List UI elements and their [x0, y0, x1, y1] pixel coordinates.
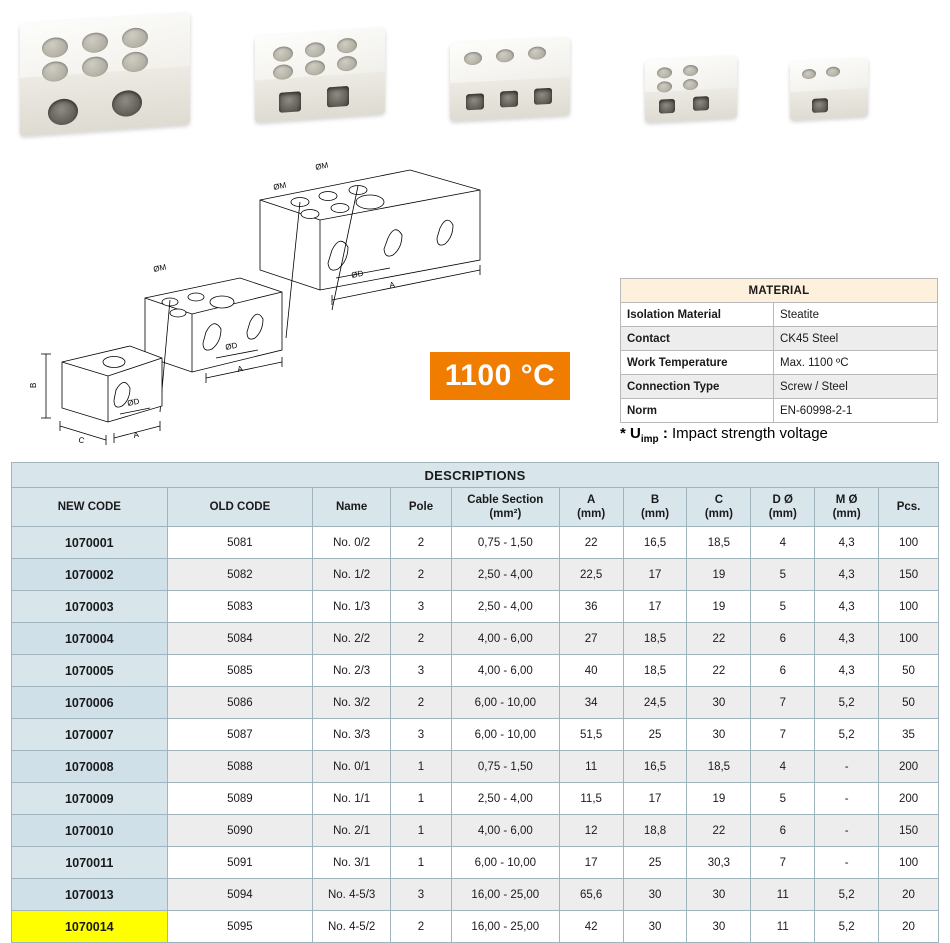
cell-old-code: 5095: [167, 911, 313, 943]
cell-name: No. 2/3: [313, 655, 391, 687]
column-header-c-line2: (mm): [704, 508, 733, 520]
descriptions-title: DESCRIPTIONS: [12, 463, 939, 488]
cell-pcs: 200: [879, 751, 939, 783]
cell-m-diameter: 5,2: [815, 719, 879, 751]
cell-c: 19: [687, 783, 751, 815]
column-header-m-diameter-line1: M Ø: [835, 493, 858, 506]
cell-d-diameter: 5: [751, 591, 815, 623]
drawings-svg: [10, 150, 580, 450]
cell-b: 30: [623, 879, 687, 911]
cell-name: No. 1/2: [313, 559, 391, 591]
cell-b: 17: [623, 783, 687, 815]
cell-new-code: 1070008: [12, 751, 168, 783]
cell-d-diameter: 4: [751, 527, 815, 559]
cell-d-diameter: 6: [751, 815, 815, 847]
cell-c: 22: [687, 623, 751, 655]
cell-pole: 2: [391, 623, 452, 655]
table-row: [12, 911, 939, 943]
cell-pole: 3: [391, 655, 452, 687]
cell-a: 12: [559, 815, 623, 847]
table-row: [12, 591, 939, 623]
cell-c: 19: [687, 591, 751, 623]
column-header-old-code-line1: OLD CODE: [209, 500, 271, 513]
material-value-connection-type: Screw / Steel: [774, 375, 938, 399]
column-header-m-diameter: [815, 488, 879, 527]
product-photo-3-hole: [496, 49, 514, 63]
product-photo-strip: [0, 0, 950, 150]
product-photo-2-hole: [305, 60, 325, 76]
product-photo-1-hole: [82, 32, 108, 54]
cell-pole: 3: [391, 591, 452, 623]
cell-pole: 2: [391, 911, 452, 943]
product-photo-3-cable-slot: [534, 88, 552, 105]
cell-cable-section: 4,00 - 6,00: [451, 815, 559, 847]
uimp-subscript: imp: [640, 434, 659, 445]
product-photo-2-hole: [273, 46, 293, 62]
cell-a: 51,5: [559, 719, 623, 751]
material-table-row: [621, 327, 938, 351]
cell-a: 27: [559, 623, 623, 655]
column-header-pole: [391, 488, 452, 527]
cell-d-diameter: 5: [751, 559, 815, 591]
cell-pole: 1: [391, 847, 452, 879]
cell-pcs: 50: [879, 655, 939, 687]
product-photo-4-cable-slot: [659, 99, 675, 114]
column-header-m-diameter-line2: (mm): [832, 508, 861, 520]
cell-pcs: 100: [879, 847, 939, 879]
product-photo-3-hole: [528, 46, 546, 60]
product-photo-2: [255, 27, 385, 122]
cell-m-diameter: 4,3: [815, 559, 879, 591]
cell-name: No. 3/2: [313, 687, 391, 719]
product-photo-5-face: [790, 88, 868, 120]
product-photo-4-cable-slot: [693, 96, 709, 111]
cell-pcs: 150: [879, 815, 939, 847]
cell-pole: 1: [391, 783, 452, 815]
cell-old-code: 5083: [167, 591, 313, 623]
cell-new-code: 1070005: [12, 655, 168, 687]
cell-pole: 3: [391, 879, 452, 911]
uimp-symbol: U: [630, 425, 641, 442]
cell-name: No. 0/1: [313, 751, 391, 783]
material-table-row: [621, 375, 938, 399]
material-value-norm: EN-60998-2-1: [774, 399, 938, 423]
cell-pole: 2: [391, 687, 452, 719]
cell-pcs: 100: [879, 623, 939, 655]
material-value-work-temperature: Max. 1100 ºC: [774, 351, 938, 375]
product-photo-2-cable-slot: [279, 91, 301, 113]
material-table-row: [621, 351, 938, 375]
column-header-new-code-line1: NEW CODE: [57, 500, 121, 513]
drawing-1-pole: [41, 346, 162, 445]
cell-cable-section: 2,50 - 4,00: [451, 783, 559, 815]
drawing-label-dm: ØM: [314, 160, 330, 172]
cell-m-diameter: 5,2: [815, 879, 879, 911]
cell-b: 17: [623, 591, 687, 623]
descriptions-title-row: [12, 463, 939, 488]
cell-pcs: 150: [879, 559, 939, 591]
cell-a: 42: [559, 911, 623, 943]
cell-name: No. 3/1: [313, 847, 391, 879]
cell-b: 25: [623, 719, 687, 751]
cell-d-diameter: 7: [751, 687, 815, 719]
cell-d-diameter: 6: [751, 655, 815, 687]
cell-m-diameter: 4,3: [815, 591, 879, 623]
product-photo-3: [450, 37, 570, 121]
cell-old-code: 5094: [167, 879, 313, 911]
cell-c: 22: [687, 655, 751, 687]
cell-name: No. 2/1: [313, 815, 391, 847]
cell-a: 22: [559, 527, 623, 559]
cell-pcs: 100: [879, 527, 939, 559]
column-header-new-code: [12, 488, 168, 527]
uimp-text: Impact strength voltage: [671, 425, 828, 442]
cell-cable-section: 16,00 - 25,00: [451, 879, 559, 911]
table-row: [12, 719, 939, 751]
column-header-pole-line1: Pole: [408, 500, 434, 513]
drawing-3-pole: [260, 170, 480, 338]
product-photo-3-cable-slot: [466, 93, 484, 110]
cell-c: 30: [687, 719, 751, 751]
column-header-d-diameter-line2: (mm): [768, 508, 797, 520]
cell-name: No. 1/3: [313, 591, 391, 623]
material-table-row: [621, 303, 938, 327]
cell-m-diameter: -: [815, 783, 879, 815]
cell-new-code: 1070007: [12, 719, 168, 751]
cell-pole: 1: [391, 751, 452, 783]
cell-b: 25: [623, 847, 687, 879]
product-photo-2-hole: [337, 37, 357, 53]
table-row: [12, 751, 939, 783]
column-header-d-diameter-line1: D Ø: [772, 493, 793, 506]
product-photo-3-cable-slot: [500, 91, 518, 108]
product-photo-2-cable-slot: [327, 86, 349, 108]
cell-m-diameter: 5,2: [815, 687, 879, 719]
table-row: [12, 687, 939, 719]
column-header-a-line2: (mm): [577, 508, 606, 520]
cell-d-diameter: 4: [751, 751, 815, 783]
table-row: [12, 527, 939, 559]
column-header-c: [687, 488, 751, 527]
column-header-cable-section-line2: (mm²): [489, 508, 522, 520]
cell-old-code: 5082: [167, 559, 313, 591]
cell-b: 18,8: [623, 815, 687, 847]
drawing-label-a: A: [388, 280, 396, 290]
cell-m-diameter: -: [815, 751, 879, 783]
column-header-b-line2: (mm): [640, 508, 670, 520]
product-photo-2-face: [255, 71, 385, 122]
product-photo-1-hole: [42, 37, 68, 59]
cell-c: 18,5: [687, 527, 751, 559]
drawing-label-c: C: [77, 435, 86, 446]
cell-pcs: 35: [879, 719, 939, 751]
product-photo-4: [645, 56, 737, 123]
cell-a: 22,5: [559, 559, 623, 591]
cell-m-diameter: 5,2: [815, 911, 879, 943]
drawing-label-dd: ØD: [224, 340, 239, 352]
cell-cable-section: 4,00 - 6,00: [451, 623, 559, 655]
cell-name: No. 4-5/2: [313, 911, 391, 943]
material-table-title: MATERIAL: [621, 279, 938, 303]
column-header-c-line1: C: [714, 493, 724, 506]
cell-m-diameter: 4,3: [815, 655, 879, 687]
cell-d-diameter: 11: [751, 911, 815, 943]
cell-cable-section: 6,00 - 10,00: [451, 719, 559, 751]
material-key-work-temperature: Work Temperature: [621, 351, 774, 375]
cell-b: 17: [623, 559, 687, 591]
cell-b: 24,5: [623, 687, 687, 719]
product-photo-5-cable-slot: [812, 98, 828, 113]
product-photo-4-hole: [657, 67, 672, 79]
cell-new-code: 1070004: [12, 623, 168, 655]
product-photo-2-hole: [337, 55, 357, 71]
cell-b: 18,5: [623, 655, 687, 687]
cell-a: 40: [559, 655, 623, 687]
product-photo-5-hole: [802, 69, 816, 80]
cell-a: 36: [559, 591, 623, 623]
cell-d-diameter: 6: [751, 623, 815, 655]
cell-b: 16,5: [623, 527, 687, 559]
cell-a: 34: [559, 687, 623, 719]
cell-c: 30: [687, 879, 751, 911]
descriptions-header-row: [12, 488, 939, 527]
cell-b: 18,5: [623, 623, 687, 655]
uimp-star: *: [620, 425, 626, 442]
product-photo-5: [790, 58, 868, 120]
cell-pcs: 200: [879, 783, 939, 815]
cell-pole: 2: [391, 527, 452, 559]
cell-b: 30: [623, 911, 687, 943]
cell-d-diameter: 5: [751, 783, 815, 815]
cell-new-code: 1070009: [12, 783, 168, 815]
cell-c: 22: [687, 815, 751, 847]
drawing-label-dm: ØM: [152, 262, 168, 274]
cell-cable-section: 16,00 - 25,00: [451, 911, 559, 943]
column-header-a-line1: A: [586, 493, 596, 506]
drawing-label-dd: ØD: [126, 396, 141, 408]
cell-old-code: 5087: [167, 719, 313, 751]
cell-m-diameter: 4,3: [815, 623, 879, 655]
uimp-colon: :: [662, 425, 668, 442]
cell-cable-section: 6,00 - 10,00: [451, 687, 559, 719]
cell-pcs: 20: [879, 879, 939, 911]
table-row: [12, 783, 939, 815]
column-header-a: [559, 488, 623, 527]
cell-c: 19: [687, 559, 751, 591]
cell-m-diameter: -: [815, 847, 879, 879]
cell-new-code: 1070011: [12, 847, 168, 879]
cell-old-code: 5086: [167, 687, 313, 719]
cell-cable-section: 0,75 - 1,50: [451, 527, 559, 559]
cell-pole: 1: [391, 815, 452, 847]
drawing-label-a: A: [236, 364, 244, 374]
product-photo-1-hole: [122, 27, 148, 49]
product-photo-2-hole: [305, 42, 325, 58]
product-photo-5-hole: [826, 66, 840, 77]
cell-new-code: 1070006: [12, 687, 168, 719]
cell-old-code: 5088: [167, 751, 313, 783]
drawing-label-dm: ØM: [272, 180, 288, 192]
cell-c: 18,5: [687, 751, 751, 783]
cell-c: 30,3: [687, 847, 751, 879]
cell-new-code: 1070001: [12, 527, 168, 559]
temperature-badge: 1100 °C: [430, 352, 570, 400]
table-row: [12, 655, 939, 687]
cell-pole: 2: [391, 559, 452, 591]
cell-cable-section: 4,00 - 6,00: [451, 655, 559, 687]
cell-old-code: 5085: [167, 655, 313, 687]
cell-new-code: 1070013: [12, 879, 168, 911]
column-header-name: [313, 488, 391, 527]
cell-a: 17: [559, 847, 623, 879]
cell-old-code: 5084: [167, 623, 313, 655]
cell-pcs: 20: [879, 911, 939, 943]
cell-pole: 3: [391, 719, 452, 751]
table-row: [12, 879, 939, 911]
cell-c: 30: [687, 687, 751, 719]
cell-m-diameter: -: [815, 815, 879, 847]
material-table: [620, 278, 938, 423]
cell-old-code: 5091: [167, 847, 313, 879]
cell-name: No. 3/3: [313, 719, 391, 751]
cell-a: 11: [559, 751, 623, 783]
material-value-contact: CK45 Steel: [774, 327, 938, 351]
cell-d-diameter: 7: [751, 847, 815, 879]
material-table-header-row: [621, 279, 938, 303]
cell-cable-section: 2,50 - 4,00: [451, 559, 559, 591]
cell-c: 30: [687, 911, 751, 943]
material-value-isolation: Steatite: [774, 303, 938, 327]
drawing-label-dd: ØD: [350, 268, 365, 280]
drawing-2-pole: [145, 278, 282, 412]
cell-new-code: 1070002: [12, 559, 168, 591]
cell-cable-section: 0,75 - 1,50: [451, 751, 559, 783]
product-photo-4-hole: [683, 65, 698, 77]
cell-cable-section: 6,00 - 10,00: [451, 847, 559, 879]
column-header-b-line1: B: [650, 493, 660, 506]
table-row: [12, 623, 939, 655]
drawing-label-a: A: [132, 430, 140, 440]
column-header-cable-section-line1: Cable Section: [467, 493, 544, 506]
cell-cable-section: 2,50 - 4,00: [451, 591, 559, 623]
cell-new-code: 1070010: [12, 815, 168, 847]
material-table-row: [621, 399, 938, 423]
product-photo-4-hole: [683, 79, 698, 91]
product-photo-3-hole: [464, 51, 482, 65]
table-row: [12, 559, 939, 591]
cell-a: 65,6: [559, 879, 623, 911]
cell-m-diameter: 4,3: [815, 527, 879, 559]
cell-pcs: 100: [879, 591, 939, 623]
cell-b: 16,5: [623, 751, 687, 783]
cell-name: No. 4-5/3: [313, 879, 391, 911]
column-header-b: [623, 488, 687, 527]
column-header-d-diameter: [751, 488, 815, 527]
cell-a: 11,5: [559, 783, 623, 815]
column-header-pcs-line1: Pcs.: [896, 500, 921, 513]
cell-pcs: 50: [879, 687, 939, 719]
cell-old-code: 5089: [167, 783, 313, 815]
material-key-connection-type: Connection Type: [621, 375, 774, 399]
cell-name: No. 0/2: [313, 527, 391, 559]
cell-name: No. 1/1: [313, 783, 391, 815]
material-key-norm: Norm: [621, 399, 774, 423]
drawing-label-b: B: [29, 382, 38, 388]
cell-d-diameter: 11: [751, 879, 815, 911]
table-row: [12, 815, 939, 847]
column-header-old-code: [167, 488, 313, 527]
column-header-name-line1: Name: [335, 500, 368, 513]
technical-drawings: [10, 150, 580, 450]
cell-name: No. 2/2: [313, 623, 391, 655]
uimp-note: [620, 425, 828, 445]
product-photo-1: [20, 12, 190, 136]
column-header-pcs: [879, 488, 939, 527]
cell-new-code: 1070003: [12, 591, 168, 623]
descriptions-table: [11, 462, 939, 943]
cell-old-code: 5090: [167, 815, 313, 847]
cell-d-diameter: 7: [751, 719, 815, 751]
material-key-isolation: Isolation Material: [621, 303, 774, 327]
cell-new-code-highlighted: 1070014: [12, 911, 168, 943]
table-row: [12, 847, 939, 879]
column-header-cable-section: [451, 488, 559, 527]
material-key-contact: Contact: [621, 327, 774, 351]
cell-old-code: 5081: [167, 527, 313, 559]
